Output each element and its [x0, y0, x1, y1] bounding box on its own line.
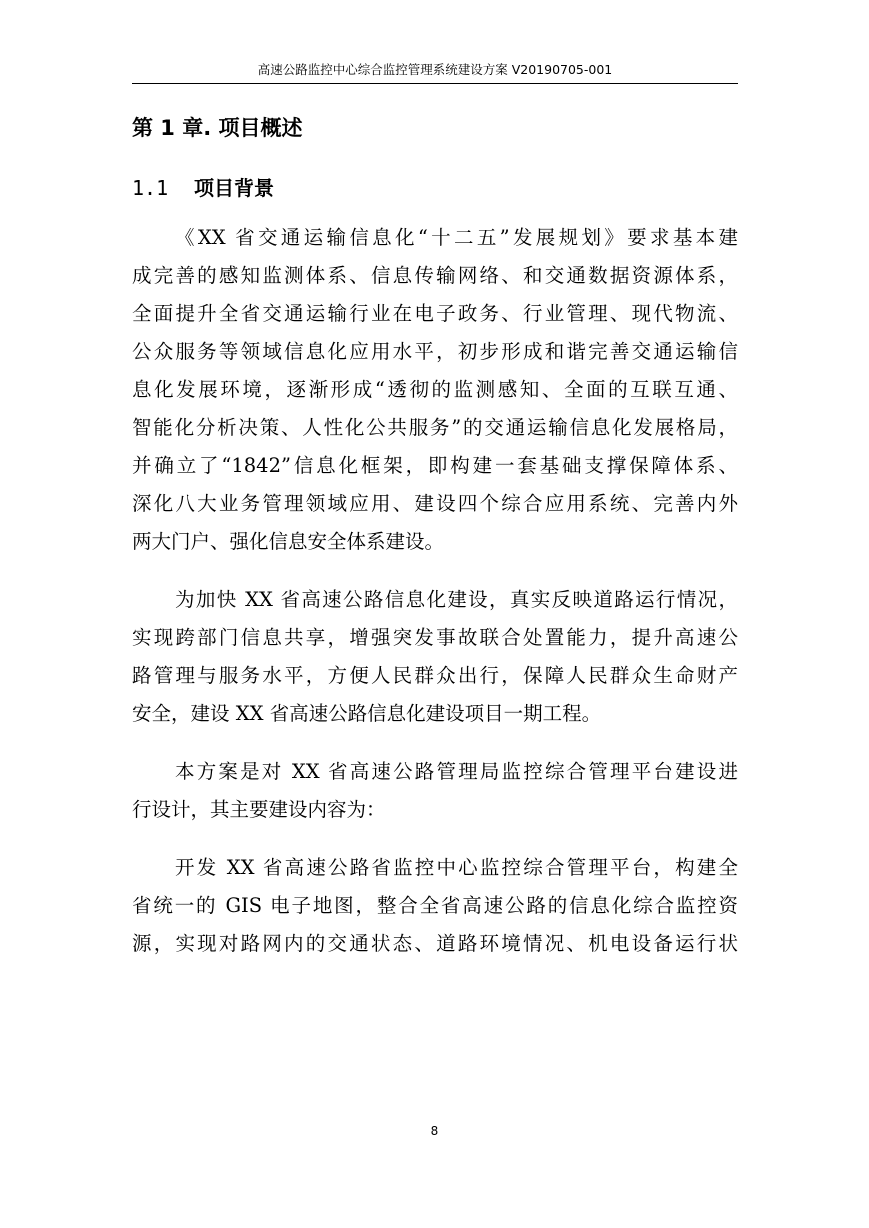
paragraph-1-line: 《XX 省交通运输信息化“十二五”发展规划》要求基本建: [175, 226, 738, 249]
paragraph-4-line: 省统一的 GIS 电子地图，整合全省高速公路的信息化综合监控资: [132, 894, 738, 917]
section-title: 项目背景: [194, 176, 274, 200]
paragraph-2-line: 为加快 XX 省高速公路信息化建设，真实反映道路运行情况，: [175, 588, 738, 611]
paragraph-1-line: 全面提升全省交通运输行业在电子政务、行业管理、现代物流、: [132, 302, 738, 325]
section-heading: [132, 174, 274, 202]
paragraph-3-line: 行设计，其主要建设内容为：: [132, 798, 386, 821]
paragraph-2-line: 路管理与服务水平，方便人民群众出行，保障人民群众生命财产: [132, 664, 738, 687]
paragraph-4-line: 源，实现对路网内的交通状态、道路环境情况、机电设备运行状: [132, 932, 738, 955]
page-number: 8: [430, 1124, 439, 1138]
header-divider: [132, 83, 738, 84]
paragraph-1-line: 并确立了“1842”信息化框架，即构建一套基础支撑保障体系、: [132, 454, 738, 477]
paragraph-1-line: 息化发展环境，逐渐形成“透彻的监测感知、全面的互联互通、: [132, 378, 738, 401]
paragraph-2-line: 实现跨部门信息共享，增强突发事故联合处置能力，提升高速公: [132, 626, 738, 649]
paragraph-3-line: 本方案是对 XX 省高速公路管理局监控综合管理平台建设进: [175, 760, 738, 783]
paragraph-1-line: 公众服务等领域信息化应用水平，初步形成和谐完善交通运输信: [132, 340, 738, 363]
paragraph-1-line: 两大门户、强化信息安全体系建设。: [132, 530, 445, 553]
paragraph-1-line: 深化八大业务管理领域应用、建设四个综合应用系统、完善内外: [132, 492, 738, 515]
paragraph-2-line: 安全，建设 XX 省高速公路信息化建设项目一期工程。: [132, 702, 602, 725]
paragraph-1-line: 智能化分析决策、人性化公共服务”的交通运输信息化发展格局，: [132, 416, 738, 439]
paragraph-1-line: 成完善的感知监测体系、信息传输网络、和交通数据资源体系，: [132, 264, 738, 287]
chapter-title: 第 1 章. 项目概述: [132, 116, 303, 140]
section-number: 1.1: [132, 176, 169, 200]
paragraph-4-line: 开发 XX 省高速公路省监控中心监控综合管理平台，构建全: [175, 856, 738, 879]
running-header: 高速公路监控中心综合监控管理系统建设方案 V20190705-001: [257, 62, 613, 77]
